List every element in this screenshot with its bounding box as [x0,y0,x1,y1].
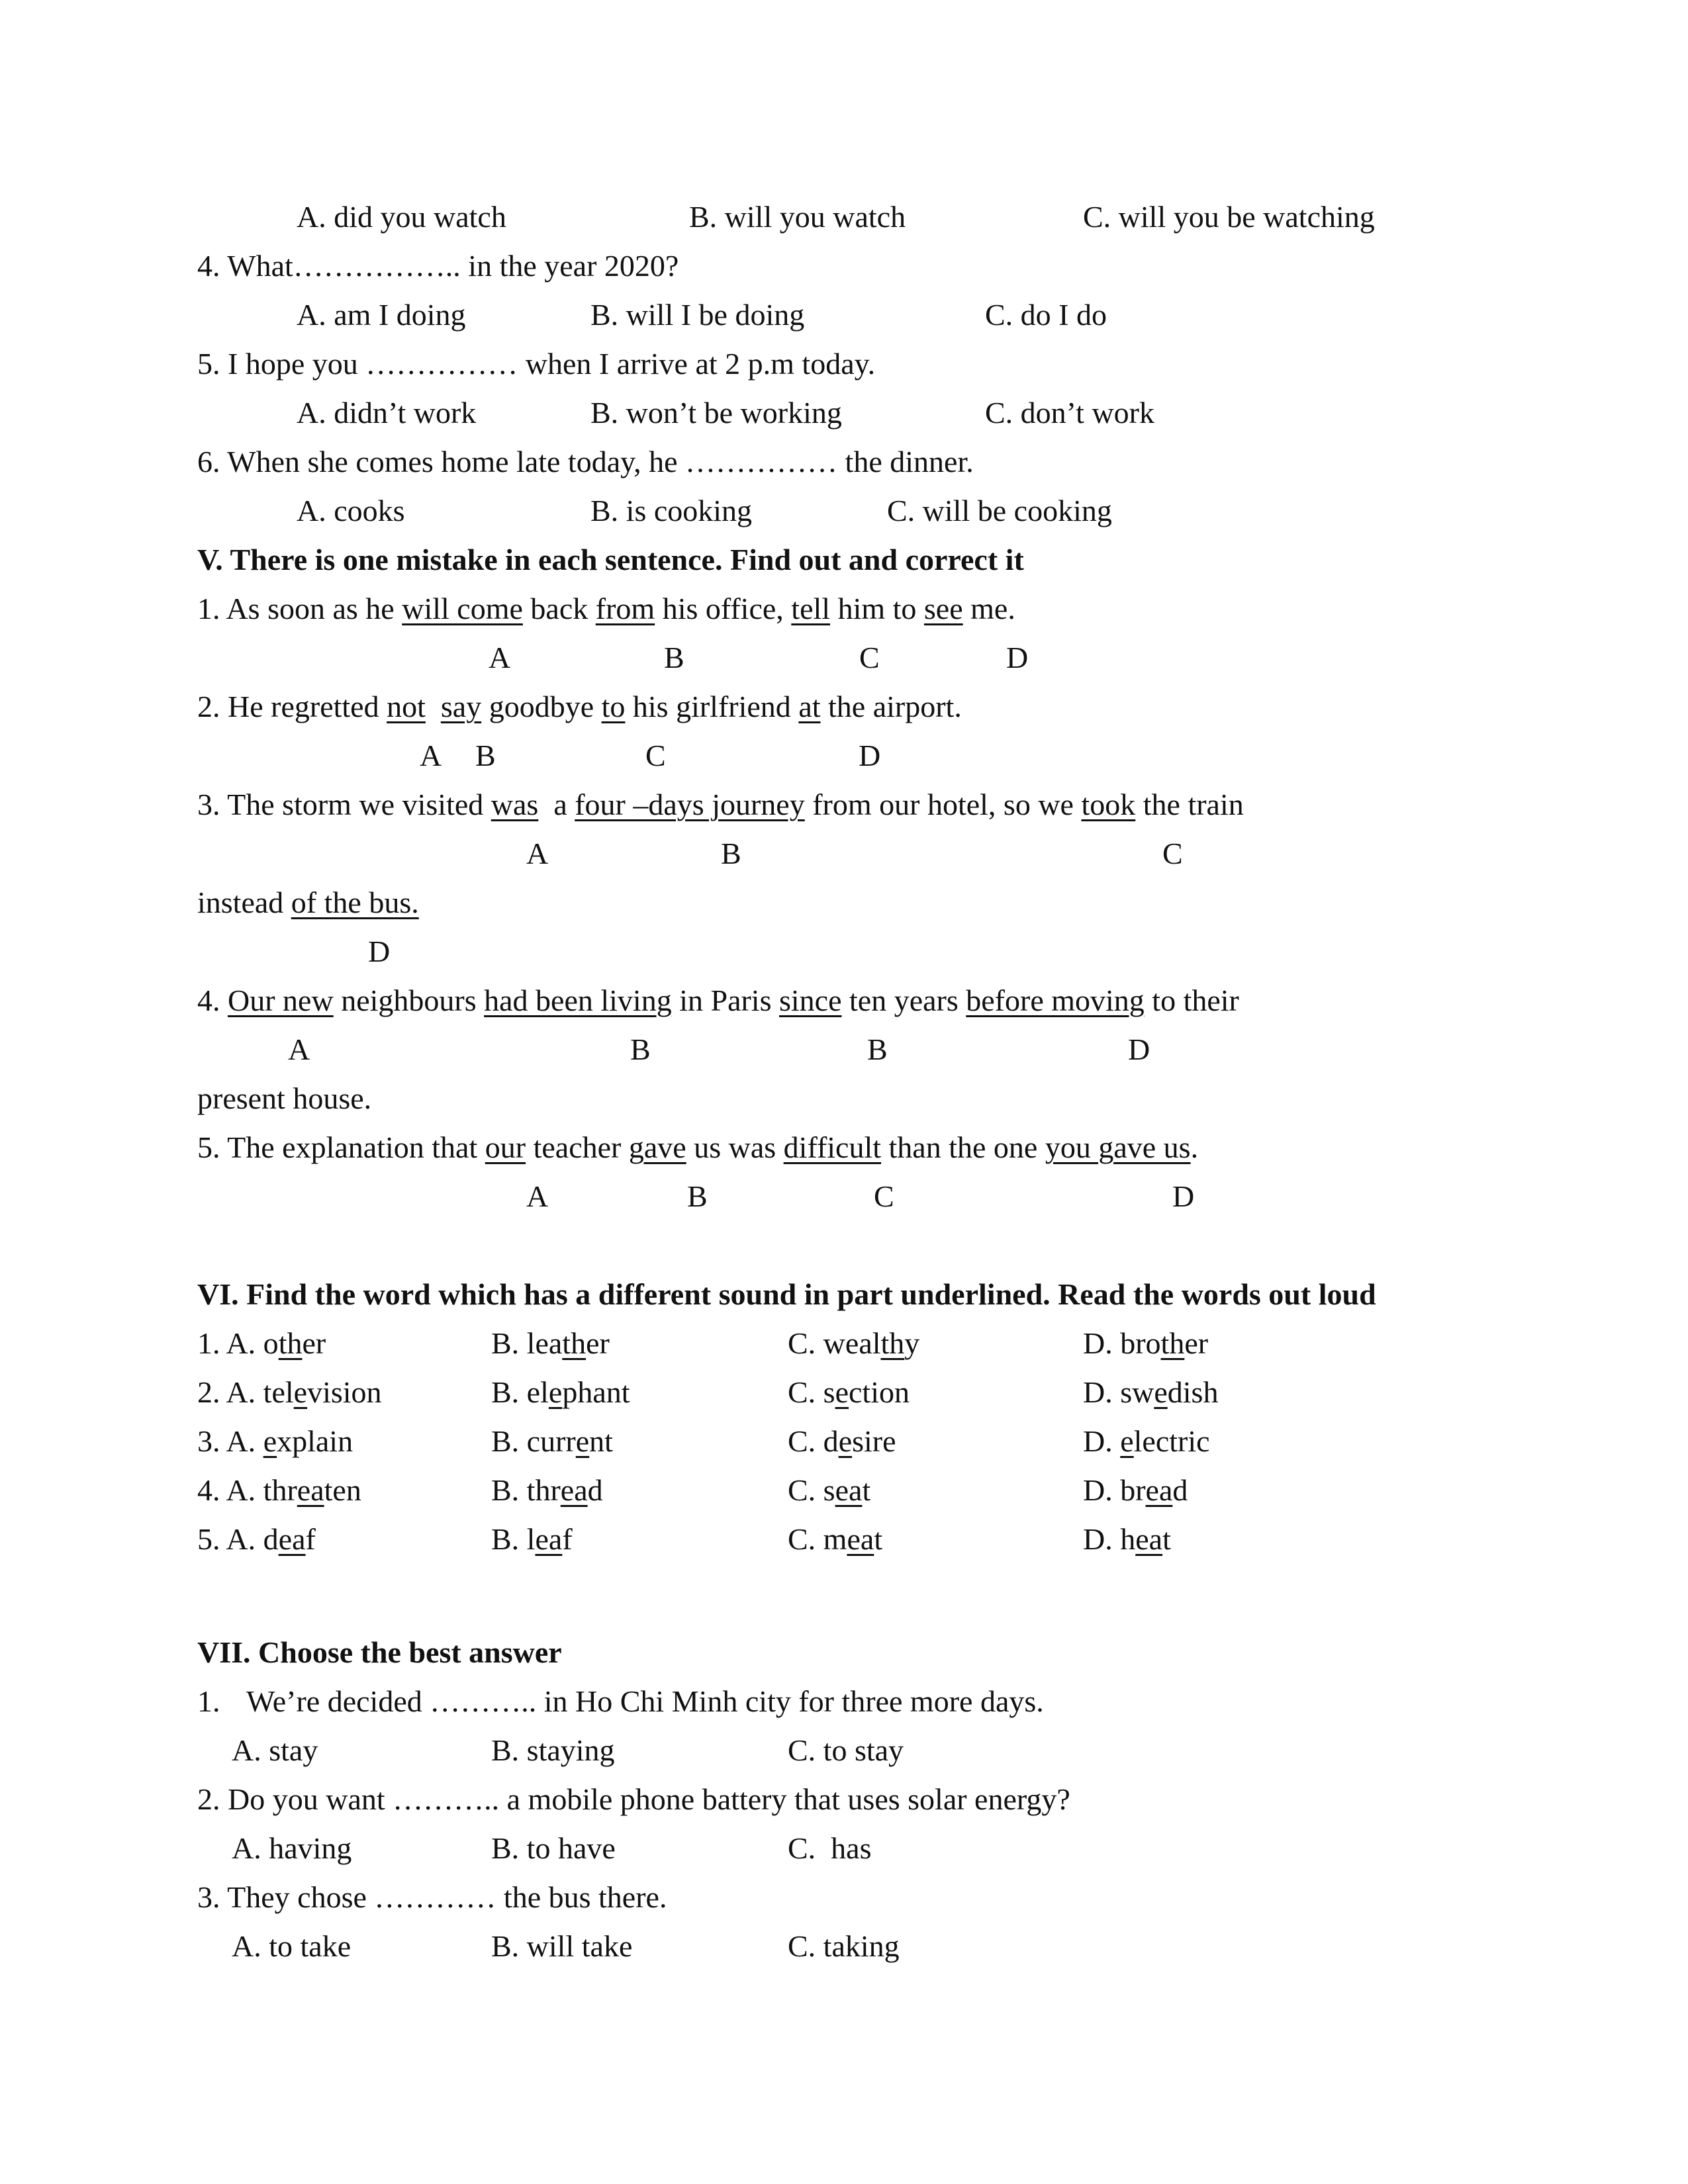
q4-option-c: C. do I do [985,298,1107,332]
s6-row3-option-c: C. desire [788,1424,896,1458]
s5-3-label-d: D [368,934,391,968]
s5-3-label-a: A [526,837,549,870]
s6-row5-option-a: 5. A. deaf [197,1522,316,1556]
s6-row1-option-a: 1. A. other [197,1326,326,1360]
q5-option-a: A. didn’t work [297,396,477,430]
s6-row2-option-b: B. elephant [491,1375,630,1409]
q6-option-b: B. is cooking [590,494,753,527]
s5-5-label-d: D [1172,1179,1195,1213]
s7-q3-option-c: C. taking [788,1929,900,1963]
s6-row1-option-c: C. wealthy [788,1326,920,1360]
q3-option-a: A. did you watch [297,200,506,234]
q5-stem: 5. I hope you …………… when I arrive at 2 p.m today. [197,347,876,381]
s5-2-label-c: C [645,739,666,772]
s7-q3-option-a: A. to take [232,1929,352,1963]
s5-1-label-b: B [664,641,684,674]
s5-3-label-b: B [721,837,741,870]
s6-row1-option-d: D. brother [1083,1326,1209,1360]
s6-row2-option-d: D. swedish [1083,1375,1219,1409]
s5-2-label-a: A [420,739,442,772]
s6-row4-option-d: D. bread [1083,1473,1188,1507]
s5-sentence-1: 1. As soon as he will come back from his office, tell him to see me. [197,592,1015,625]
s5-sentence-4-cont: present house. [197,1081,372,1115]
s5-1-label-c: C [859,641,880,674]
s6-row3-option-b: B. current [491,1424,613,1458]
q4-option-b: B. will I be doing [590,298,805,332]
s5-sentence-5: 5. The explanation that our teacher gave us was difficult than the one you gave us. [197,1130,1199,1164]
section-6-heading: VI. Find the word which has a different sound in part underlined. Read the words out loud [197,1277,1376,1311]
section-5-heading: V. There is one mistake in each sentence. Find out and correct it [197,543,1024,576]
s6-row1-option-b: B. leather [491,1326,610,1360]
q5-option-b: B. won’t be working [590,396,842,430]
s6-row4-option-c: C. seat [788,1473,871,1507]
s6-row2-option-a: 2. A. television [197,1375,382,1409]
s7-q1-option-a: A. stay [232,1733,318,1767]
s6-row3-option-a: 3. A. explain [197,1424,353,1458]
q3-option-b: B. will you watch [689,200,906,234]
s5-1-label-a: A [489,641,511,674]
s5-2-label-b: B [475,739,496,772]
s7-q3-option-b: B. will take [491,1929,633,1963]
s5-4-label-d: D [1128,1032,1150,1066]
s5-1-label-d: D [1006,641,1029,674]
s5-4-label-b2: B [867,1032,888,1066]
s6-row5-option-b: B. leaf [491,1522,573,1556]
q5-option-c: C. don’t work [985,396,1154,430]
s5-sentence-3: 3. The storm we visited was a four –days journey from our hotel, so we took the train [197,788,1244,821]
q4-stem: 4. What…………….. in the year 2020? [197,249,679,283]
s6-row4-option-a: 4. A. threaten [197,1473,361,1507]
s5-sentence-2: 2. He regretted not say goodbye to his girlfriend at the airport. [197,690,962,723]
s7-q1-stem: We’re decided ……….. in Ho Chi Minh city for three more days. [246,1684,1044,1718]
s7-q1-number: 1. [197,1684,220,1718]
s6-row5-option-d: D. heat [1083,1522,1171,1556]
q4-option-a: A. am I doing [297,298,466,332]
s6-row3-option-d: D. electric [1083,1424,1210,1458]
s5-2-label-d: D [859,739,881,772]
s6-row4-option-b: B. thread [491,1473,603,1507]
s6-row5-option-c: C. meat [788,1522,883,1556]
s7-q3-stem: 3. They chose ………… the bus there. [197,1880,667,1914]
q6-stem: 6. When she comes home late today, he …………… the dinner. [197,445,974,478]
q6-option-a: A. cooks [297,494,405,527]
s6-row2-option-c: C. section [788,1375,910,1409]
s7-q2-option-a: A. having [232,1831,352,1865]
s5-5-label-c: C [874,1179,894,1213]
s7-q2-option-c: C. has [788,1831,872,1865]
s5-4-label-a: A [288,1032,310,1066]
s5-sentence-4: 4. Our new neighbours had been living in Paris since ten years before moving to their [197,983,1239,1017]
s5-4-label-b: B [630,1032,651,1066]
section-7-heading: VII. Choose the best answer [197,1635,562,1669]
s5-5-label-b: B [687,1179,708,1213]
s5-3-label-c: C [1162,837,1183,870]
s5-sentence-3-cont: instead of the bus. [197,886,419,919]
s7-q2-option-b: B. to have [491,1831,616,1865]
s7-q1-option-c: C. to stay [788,1733,904,1767]
s5-5-label-a: A [526,1179,549,1213]
q3-option-c: C. will you be watching [1083,200,1375,234]
s7-q1-option-b: B. staying [491,1733,615,1767]
q6-option-c: C. will be cooking [887,494,1112,527]
s7-q2-stem: 2. Do you want ……….. a mobile phone battery that uses solar energy? [197,1782,1070,1816]
